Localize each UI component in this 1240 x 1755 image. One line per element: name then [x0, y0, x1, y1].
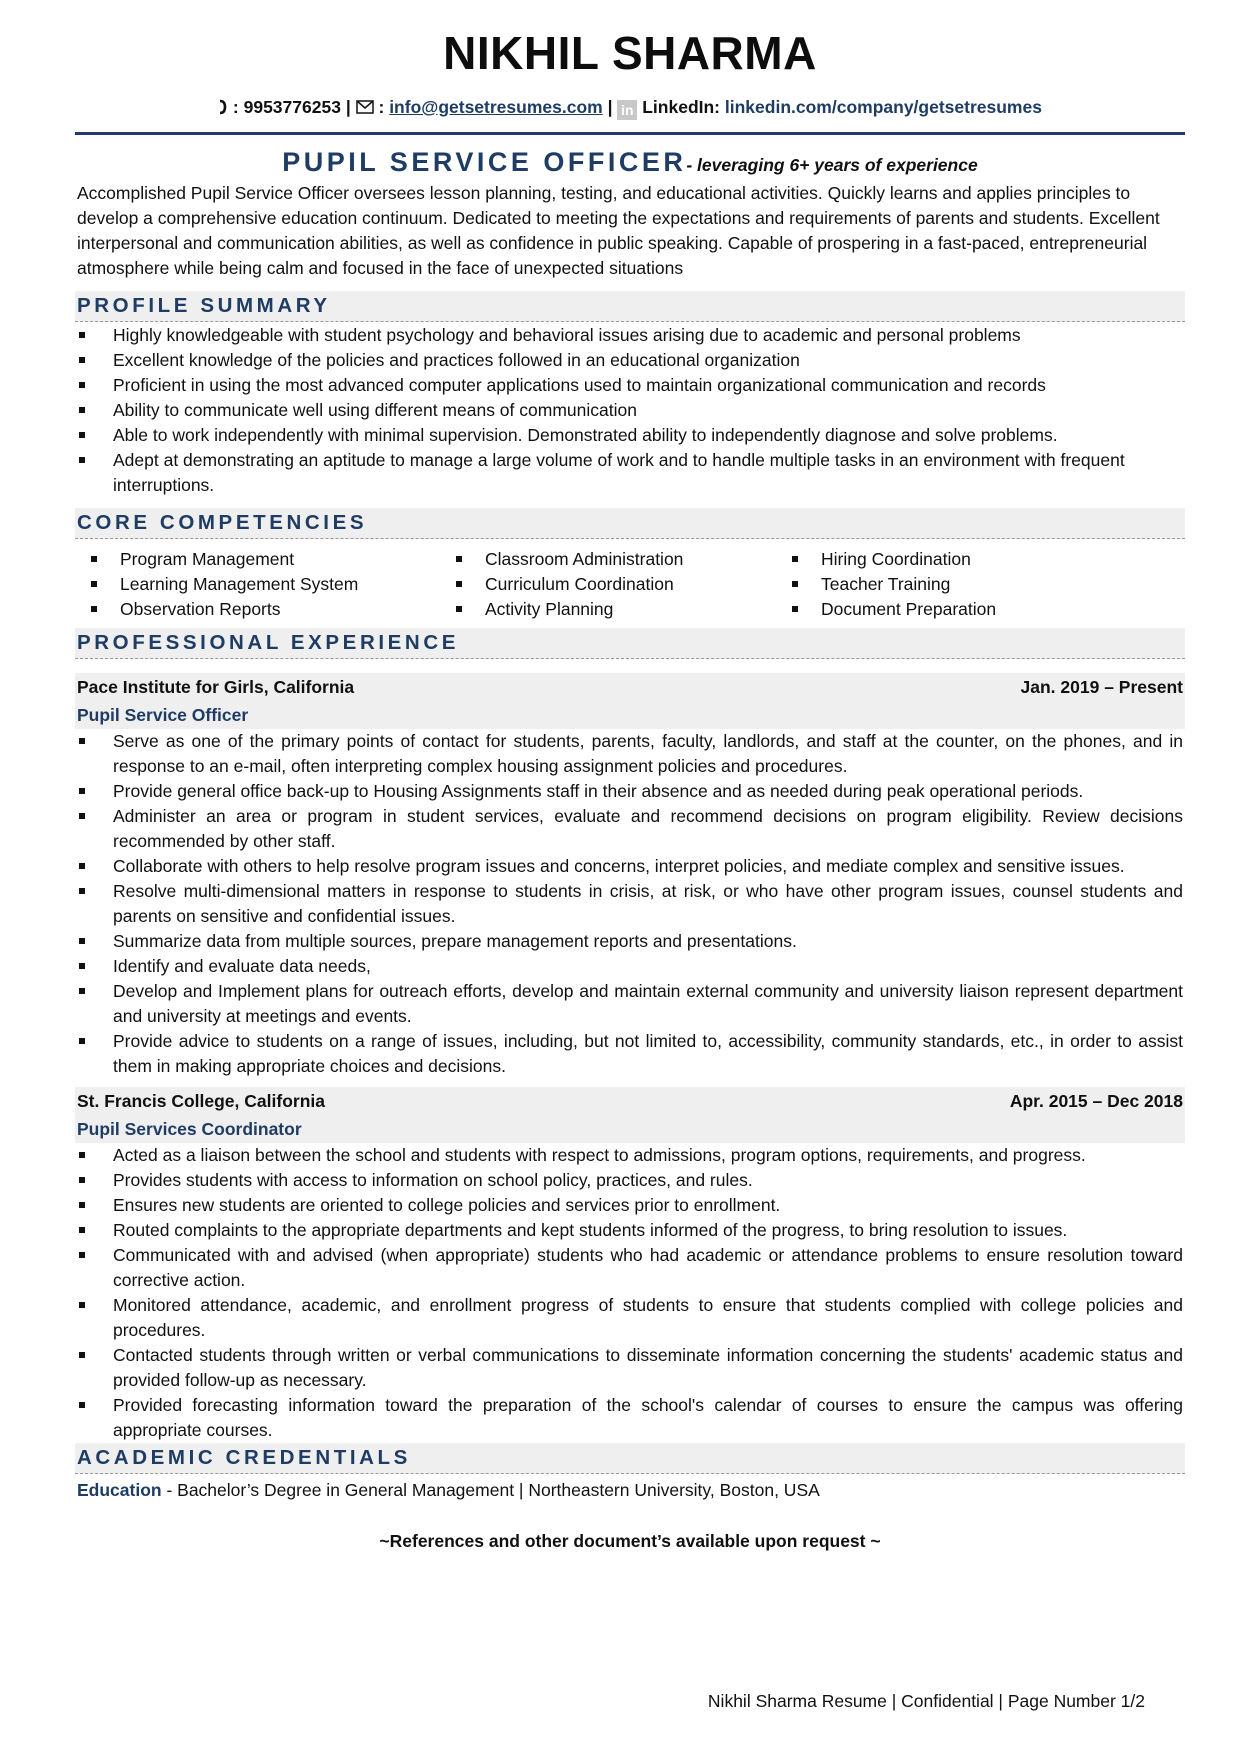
email-link[interactable]: info@getsetresumes.com	[389, 97, 603, 117]
list-item: Routed complaints to the appropriate departments and kept students informed of the progress, to bring resolution to issues.	[75, 1218, 1185, 1243]
job-dates: Apr. 2015 – Dec 2018	[1009, 1091, 1183, 1111]
section-heading-academic: ACADEMIC CREDENTIALS	[75, 1443, 1185, 1474]
list-item: Summarize data from multiple sources, prepare management reports and presentations.	[75, 929, 1185, 954]
role-title: PUPIL SERVICE OFFICER	[282, 147, 687, 177]
list-item: Identify and evaluate data needs,	[75, 954, 1185, 979]
summary-paragraph: Accomplished Pupil Service Officer oversees lesson planning, testing, and educational activities. Quickly learns and applies principles to develop a comprehensive education continuum. Dedicated to meeting the expectations and requirements of parents and students. Excellent interpersonal and communication abilities, as well as confidence in public speaking. Capable of prospering in a fast-paced, entrepreneurial atmosphere while being calm and focused in the face of unexpected situations	[77, 183, 1160, 278]
list-item: Curriculum Coordination	[452, 572, 788, 597]
section-heading-experience: PROFESSIONAL EXPERIENCE	[75, 628, 1185, 659]
job-position: Pupil Services Coordinator	[77, 1119, 302, 1139]
list-item: Contacted students through written or verbal communications to disseminate information concerning the students' academic status and provided follow-up as necessary.	[75, 1343, 1185, 1393]
list-item: Proficient in using the most advanced computer applications used to maintain organizational communication and records	[75, 373, 1185, 398]
list-item: Monitored attendance, academic, and enrollment progress of students to ensure that students complied with college policies and procedures.	[75, 1293, 1185, 1343]
list-item: Teacher Training	[788, 572, 1168, 597]
job-position: Pupil Service Officer	[77, 705, 249, 725]
linkedin-icon: in	[617, 100, 637, 120]
education-text: - Bachelor’s Degree in General Management | Northeastern University, Boston, USA	[161, 1480, 820, 1500]
company-name: St. Francis College, California	[77, 1091, 325, 1111]
list-item: Develop and Implement plans for outreach efforts, develop and maintain external community and university liaison represent department and university at meetings and events.	[75, 979, 1185, 1029]
email-prefix: :	[378, 97, 385, 117]
list-item: Program Management	[87, 547, 452, 572]
list-item: Hiring Coordination	[788, 547, 1168, 572]
separator: |	[345, 97, 351, 117]
list-item: Serve as one of the primary points of contact for students, parents, faculty, landlords, and staff at the counter, on the phones, and in response to an e-mail, often interpreting complex housing assignment policies and procedures.	[75, 729, 1185, 779]
phone-number: : 9953776253	[232, 97, 341, 117]
linkedin-label: LinkedIn:	[642, 97, 721, 117]
role-subtitle: - leveraging 6+ years of experience	[686, 155, 978, 175]
education-line	[75, 1478, 1185, 1503]
references-note: ~References and other document’s available upon request ~	[379, 1531, 881, 1551]
job-header	[75, 673, 1185, 729]
header-divider	[75, 132, 1185, 135]
profile-list	[75, 323, 1185, 498]
list-item: Acted as a liaison between the school and students with respect to admissions, program options, requirements, and progress.	[75, 1143, 1185, 1168]
list-item: Provides students with access to information on school policy, practices, and rules.	[75, 1168, 1185, 1193]
education-label: Education	[77, 1480, 162, 1500]
list-item: Administer an area or program in student services, evaluate and recommend decisions on program eligibility. Review decisions recommended by other staff.	[75, 804, 1185, 854]
page-footer: Nikhil Sharma Resume | Confidential | Page Number 1/2	[707, 1691, 1145, 1711]
list-item: Provide advice to students on a range of issues, including, but not limited to, accessibility, community standards, etc., in order to assist them in making appropriate choices and decisions.	[75, 1029, 1185, 1079]
candidate-name: NIKHIL SHARMA	[443, 27, 817, 79]
list-item: Provided forecasting information toward the preparation of the school's calendar of courses to ensure the campus was offering appropriate courses.	[75, 1393, 1185, 1443]
list-item: Excellent knowledge of the policies and practices followed in an educational organization	[75, 348, 1185, 373]
role-line	[75, 145, 1185, 179]
list-item: Classroom Administration	[452, 547, 788, 572]
section-heading-competencies: CORE COMPETENCIES	[75, 508, 1185, 539]
list-item: Learning Management System	[87, 572, 452, 597]
section-heading-profile: PROFILE SUMMARY	[75, 291, 1185, 322]
list-item: Observation Reports	[87, 597, 452, 622]
list-item: Able to work independently with minimal supervision. Demonstrated ability to independently diagnose and solve problems.	[75, 423, 1185, 448]
job-header	[75, 1087, 1185, 1143]
list-item: Ability to communicate well using different means of communication	[75, 398, 1185, 423]
list-item: Activity Planning	[452, 597, 788, 622]
contact-line	[75, 94, 1185, 120]
separator: |	[607, 97, 613, 117]
linkedin-link[interactable]: linkedin.com/company/getsetresumes	[724, 97, 1042, 117]
company-name: Pace Institute for Girls, California	[77, 677, 355, 697]
job-duties-list	[75, 729, 1185, 1079]
list-item: Adept at demonstrating an aptitude to manage a large volume of work and to handle multiple tasks in an environment with frequent interruptions.	[75, 448, 1185, 498]
job-duties-list	[75, 1143, 1185, 1443]
list-item: Resolve multi-dimensional matters in response to students in crisis, at risk, or who have other program issues, counsel students and parents on sensitive and confidential issues.	[75, 879, 1185, 929]
resume-page	[75, 0, 1185, 1552]
list-item: Highly knowledgeable with student psychology and behavioral issues arising due to academic and personal problems	[75, 323, 1185, 348]
job-dates: Jan. 2019 – Present	[1020, 677, 1183, 697]
envelope-icon	[356, 97, 379, 117]
list-item: Ensures new students are oriented to college policies and services prior to enrollment.	[75, 1193, 1185, 1218]
list-item: Communicated with and advised (when appropriate) students who had academic or attendance problems to ensure resolution toward corrective action.	[75, 1243, 1185, 1293]
list-item: Collaborate with others to help resolve program issues and concerns, interpret policies, and mediate complex and sensitive issues.	[75, 854, 1185, 879]
list-item: Document Preparation	[788, 597, 1168, 622]
phone-icon	[218, 97, 233, 117]
competencies-grid	[75, 547, 1185, 622]
list-item: Provide general office back-up to Housing Assignments staff in their absence and as needed during peak operational periods.	[75, 779, 1185, 804]
